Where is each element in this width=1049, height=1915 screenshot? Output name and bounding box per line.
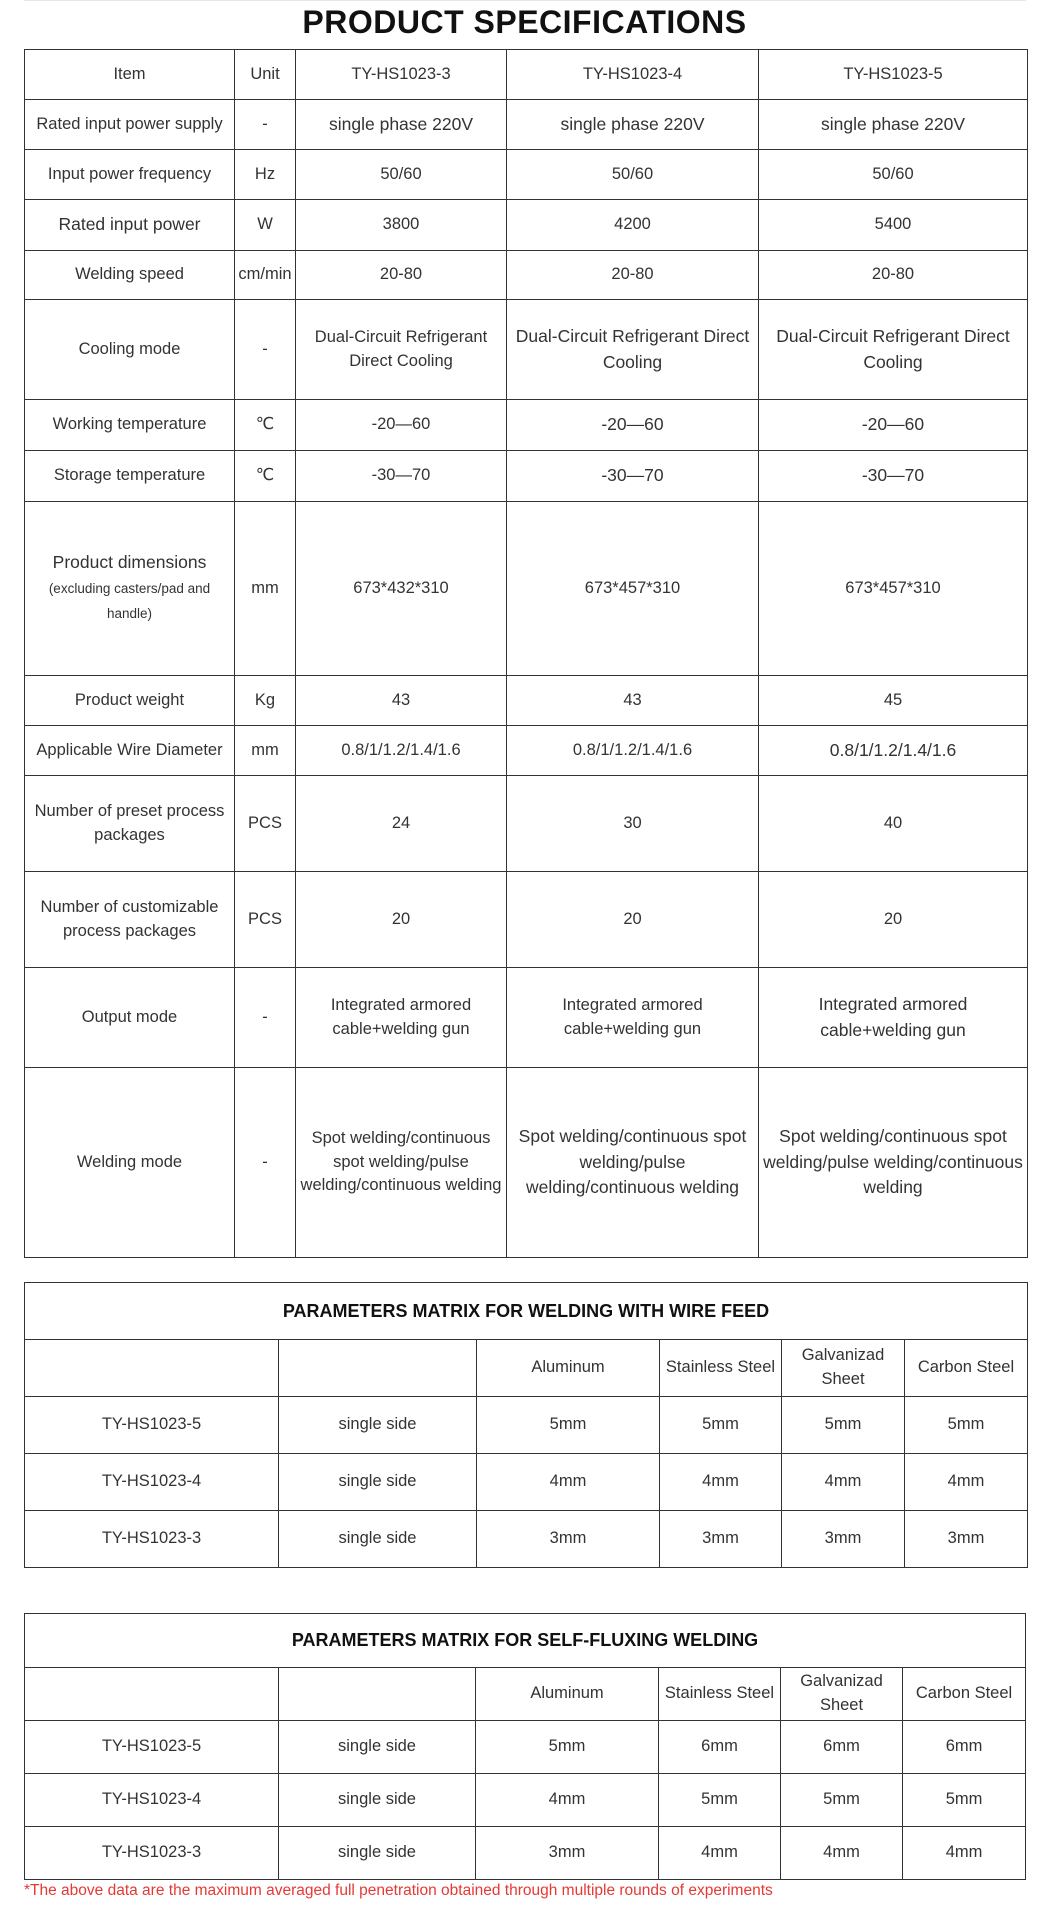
header-unit: Unit: [235, 50, 296, 100]
wire-feed-side: single side: [279, 1397, 477, 1454]
wire-feed-galvanized: 3mm: [782, 1511, 905, 1568]
wire-feed-title: PARAMETERS MATRIX FOR WELDING WITH WIRE FEED: [25, 1283, 1028, 1340]
spec-value-4: -30—70: [507, 451, 759, 502]
self-fluxing-stainless: 6mm: [659, 1721, 781, 1774]
spec-item: Input power frequency: [25, 150, 235, 200]
wire-feed-stainless: 4mm: [660, 1454, 782, 1511]
spec-item: Cooling mode: [25, 300, 235, 400]
spec-value-3: 24: [296, 776, 507, 872]
spec-value-5: 50/60: [759, 150, 1028, 200]
self-fluxing-title-row: [25, 1614, 1026, 1668]
spec-value-3: Integrated armored cable+welding gun: [296, 968, 507, 1068]
spec-unit: -: [235, 968, 296, 1068]
wire-feed-aluminum: 4mm: [477, 1454, 660, 1511]
self-fluxing-aluminum: 5mm: [476, 1721, 659, 1774]
wire-feed-row: [25, 1511, 1028, 1568]
self-fluxing-stainless: 4mm: [659, 1827, 781, 1880]
spec-row-preset-packages: [25, 776, 1028, 872]
wire-feed-header-stainless: Stainless Steel: [660, 1340, 782, 1397]
self-fluxing-row: [25, 1721, 1026, 1774]
spec-item: Working temperature: [25, 400, 235, 451]
spec-value-4: 20-80: [507, 251, 759, 300]
spec-value-3: 0.8/1/1.2/1.4/1.6: [296, 726, 507, 776]
self-fluxing-carbon: 5mm: [903, 1774, 1026, 1827]
wire-feed-aluminum: 5mm: [477, 1397, 660, 1454]
spec-item: Rated input power: [25, 200, 235, 251]
spec-value-5: -30—70: [759, 451, 1028, 502]
spec-value-5: 673*457*310: [759, 502, 1028, 676]
spec-item: Number of preset process packages: [25, 776, 235, 872]
self-fluxing-carbon: 6mm: [903, 1721, 1026, 1774]
self-fluxing-model: TY-HS1023-4: [25, 1774, 279, 1827]
header-model-5: TY-HS1023-5: [759, 50, 1028, 100]
header-item: Item: [25, 50, 235, 100]
spec-value-3: Spot welding/continuous spot welding/pulse welding/continuous welding: [296, 1068, 507, 1258]
spec-value-5: Integrated armored cable+welding gun: [759, 968, 1028, 1068]
spec-value-3: 20-80: [296, 251, 507, 300]
spec-row-wire-diameter: [25, 726, 1028, 776]
self-fluxing-header-galvanized: Galvanizad Sheet: [781, 1668, 903, 1721]
self-fluxing-side: single side: [279, 1721, 476, 1774]
spec-item: Welding speed: [25, 251, 235, 300]
spec-value-3: 50/60: [296, 150, 507, 200]
spec-row-input-power: [25, 200, 1028, 251]
wire-feed-carbon: 5mm: [905, 1397, 1028, 1454]
spec-item: Output mode: [25, 968, 235, 1068]
spec-item: Welding mode: [25, 1068, 235, 1258]
spec-value-3: -20—60: [296, 400, 507, 451]
self-fluxing-header-carbon: Carbon Steel: [903, 1668, 1026, 1721]
spec-value-5: 20-80: [759, 251, 1028, 300]
spec-value-3: 43: [296, 676, 507, 726]
self-fluxing-header-row: [25, 1668, 1026, 1721]
spec-unit: mm: [235, 502, 296, 676]
header-model-4: TY-HS1023-4: [507, 50, 759, 100]
self-fluxing-header-model: [25, 1668, 279, 1721]
wire-feed-model: TY-HS1023-3: [25, 1511, 279, 1568]
self-fluxing-row: [25, 1827, 1026, 1880]
dimensions-label: Product dimensions: [52, 552, 207, 573]
spec-value-5: Spot welding/continuous spot welding/pulse welding/continuous welding: [759, 1068, 1028, 1258]
spec-value-4: 20: [507, 872, 759, 968]
product-specifications-table: [24, 49, 1028, 1258]
dimensions-note: (excluding casters/pad and handle): [48, 580, 211, 622]
spec-value-5: 45: [759, 676, 1028, 726]
spec-unit: -: [235, 100, 296, 150]
top-divider: [24, 0, 1026, 1]
self-fluxing-galvanized: 4mm: [781, 1827, 903, 1880]
self-fluxing-stainless: 5mm: [659, 1774, 781, 1827]
wire-feed-row: [25, 1454, 1028, 1511]
wire-feed-header-side: [279, 1340, 477, 1397]
spec-unit: -: [235, 300, 296, 400]
footnote: *The above data are the maximum averaged full penetration obtained through multiple rounds of experiments: [24, 1882, 773, 1899]
spec-value-4: Dual-Circuit Refrigerant Direct Cooling: [507, 300, 759, 400]
wire-feed-stainless: 5mm: [660, 1397, 782, 1454]
spec-unit: mm: [235, 726, 296, 776]
self-fluxing-galvanized: 5mm: [781, 1774, 903, 1827]
spec-value-5: 40: [759, 776, 1028, 872]
spec-header-row: [25, 50, 1028, 100]
spec-row-welding-speed: [25, 251, 1028, 300]
spec-unit: Hz: [235, 150, 296, 200]
self-fluxing-model: TY-HS1023-5: [25, 1721, 279, 1774]
wire-feed-header-aluminum: Aluminum: [477, 1340, 660, 1397]
self-fluxing-header-stainless: Stainless Steel: [659, 1668, 781, 1721]
spec-value-5: Dual-Circuit Refrigerant Direct Cooling: [759, 300, 1028, 400]
spec-value-4: 50/60: [507, 150, 759, 200]
spec-value-5: 20: [759, 872, 1028, 968]
spec-value-4: Spot welding/continuous spot welding/pulse welding/continuous welding: [507, 1068, 759, 1258]
spec-value-3: single phase 220V: [296, 100, 507, 150]
self-fluxing-aluminum: 4mm: [476, 1774, 659, 1827]
spec-row-welding-mode: [25, 1068, 1028, 1258]
spec-value-3: 20: [296, 872, 507, 968]
spec-value-4: 43: [507, 676, 759, 726]
self-fluxing-side: single side: [279, 1827, 476, 1880]
self-fluxing-carbon: 4mm: [903, 1827, 1026, 1880]
spec-unit: ℃: [235, 451, 296, 502]
self-fluxing-galvanized: 6mm: [781, 1721, 903, 1774]
spec-item: Applicable Wire Diameter: [25, 726, 235, 776]
self-fluxing-side: single side: [279, 1774, 476, 1827]
wire-feed-header-galvanized: Galvanizad Sheet: [782, 1340, 905, 1397]
spec-item: Rated input power supply: [25, 100, 235, 150]
self-fluxing-model: TY-HS1023-3: [25, 1827, 279, 1880]
spec-item-dimensions: [25, 502, 235, 676]
spec-value-4: 0.8/1/1.2/1.4/1.6: [507, 726, 759, 776]
spec-value-3: Dual-Circuit Refrigerant Direct Cooling: [296, 300, 507, 400]
spec-row-working-temperature: [25, 400, 1028, 451]
spec-value-4: 4200: [507, 200, 759, 251]
spec-row-cooling-mode: [25, 300, 1028, 400]
self-fluxing-aluminum: 3mm: [476, 1827, 659, 1880]
wire-feed-galvanized: 4mm: [782, 1454, 905, 1511]
self-fluxing-header-aluminum: Aluminum: [476, 1668, 659, 1721]
spec-value-5: 0.8/1/1.2/1.4/1.6: [759, 726, 1028, 776]
spec-unit: ℃: [235, 400, 296, 451]
page-title: PRODUCT SPECIFICATIONS: [302, 4, 747, 40]
self-fluxing-header-side: [279, 1668, 476, 1721]
spec-unit: PCS: [235, 776, 296, 872]
self-fluxing-title: PARAMETERS MATRIX FOR SELF-FLUXING WELDING: [25, 1614, 1026, 1668]
spec-unit: -: [235, 1068, 296, 1258]
spec-unit: PCS: [235, 872, 296, 968]
spec-row-custom-packages: [25, 872, 1028, 968]
spec-item: Product weight: [25, 676, 235, 726]
wire-feed-carbon: 4mm: [905, 1454, 1028, 1511]
spec-item: Number of customizable process packages: [25, 872, 235, 968]
spec-value-5: single phase 220V: [759, 100, 1028, 150]
spec-value-4: single phase 220V: [507, 100, 759, 150]
spec-value-3: 673*432*310: [296, 502, 507, 676]
wire-feed-side: single side: [279, 1454, 477, 1511]
wire-feed-header-row: [25, 1340, 1028, 1397]
spec-row-output-mode: [25, 968, 1028, 1068]
spec-value-4: -20—60: [507, 400, 759, 451]
spec-value-4: Integrated armored cable+welding gun: [507, 968, 759, 1068]
self-fluxing-matrix-table: [24, 1613, 1026, 1880]
wire-feed-header-model: [25, 1340, 279, 1397]
spec-unit: Kg: [235, 676, 296, 726]
wire-feed-header-carbon: Carbon Steel: [905, 1340, 1028, 1397]
spec-row-weight: [25, 676, 1028, 726]
spec-value-3: 3800: [296, 200, 507, 251]
spec-row-dimensions: [25, 502, 1028, 676]
spec-value-3: -30—70: [296, 451, 507, 502]
spec-value-4: 30: [507, 776, 759, 872]
spec-row-power-supply: [25, 100, 1028, 150]
wire-feed-side: single side: [279, 1511, 477, 1568]
spec-unit: W: [235, 200, 296, 251]
spec-value-4: 673*457*310: [507, 502, 759, 676]
wire-feed-title-row: [25, 1283, 1028, 1340]
wire-feed-stainless: 3mm: [660, 1511, 782, 1568]
wire-feed-model: TY-HS1023-5: [25, 1397, 279, 1454]
spec-value-5: 5400: [759, 200, 1028, 251]
spec-row-frequency: [25, 150, 1028, 200]
header-model-3: TY-HS1023-3: [296, 50, 507, 100]
self-fluxing-row: [25, 1774, 1026, 1827]
wire-feed-model: TY-HS1023-4: [25, 1454, 279, 1511]
wire-feed-matrix-table: [24, 1282, 1028, 1568]
spec-item: Storage temperature: [25, 451, 235, 502]
wire-feed-row: [25, 1397, 1028, 1454]
wire-feed-carbon: 3mm: [905, 1511, 1028, 1568]
spec-row-storage-temperature: [25, 451, 1028, 502]
wire-feed-aluminum: 3mm: [477, 1511, 660, 1568]
spec-unit: cm/min: [235, 251, 296, 300]
spec-value-5: -20—60: [759, 400, 1028, 451]
wire-feed-galvanized: 5mm: [782, 1397, 905, 1454]
